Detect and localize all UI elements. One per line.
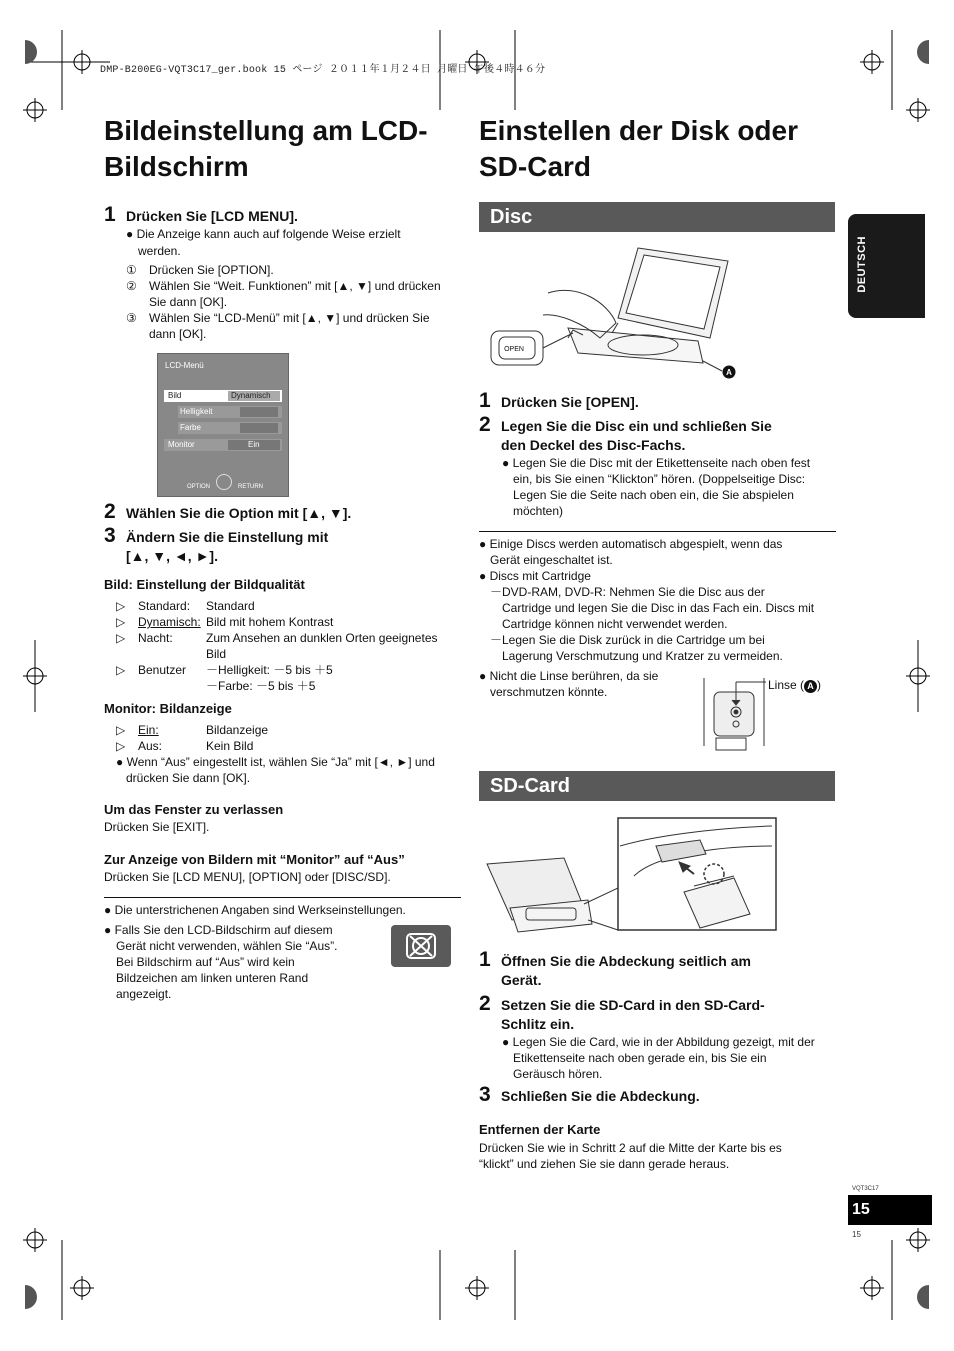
lcd-row-farbe: Farbe: [180, 423, 201, 432]
note-lcd-off-cont: Bildzeichen am linken unteren Rand: [116, 971, 309, 985]
lcd-row-bild-label: Bild: [168, 391, 182, 400]
note-line: ● Legen Sie die Disc mit der Etikettenseite nach oben fest: [502, 456, 811, 470]
option-marker: ▷: [116, 739, 126, 753]
option-key: Nacht:: [138, 631, 173, 645]
language-tab: DEUTSCH: [848, 214, 925, 318]
option-value: Bildanzeige: [206, 723, 269, 737]
remove-card-heading: Entfernen der Karte: [479, 1122, 601, 1137]
option-marker: ▷: [116, 631, 126, 645]
note-line: ● Discs mit Cartridge: [479, 569, 591, 583]
option-value: Standard: [206, 599, 255, 613]
note-lcd-off-cont: angezeigt.: [116, 987, 172, 1001]
substep-3: Wählen Sie “LCD-Menü” mit [▲, ▼] und drücken Sie: [149, 311, 430, 325]
doc-code: VQT3C17: [852, 1186, 879, 1192]
option-value: Bild: [206, 647, 227, 661]
page-number-small: 15: [852, 1230, 861, 1239]
note-line: Cartridge und legen Sie die Disc in das Fach ein. Discs mit: [502, 601, 815, 615]
page-number: 15: [848, 1195, 932, 1225]
note-line: Etikettenseite nach oben gerade ein, bis Sie ein: [513, 1051, 767, 1065]
option-key: Aus:: [138, 739, 163, 753]
sub-marker: ③: [126, 311, 137, 325]
monitor-heading: Monitor: Bildanzeige: [104, 701, 232, 716]
substep-2: Wählen Sie “Weit. Funktionen” mit [▲, ▼] und drücken: [149, 279, 441, 293]
note-lcd-off: ● Falls Sie den LCD-Bildschirm auf diesem: [104, 923, 333, 937]
sub-marker: ②: [126, 279, 137, 293]
note-line: Geräusch hören.: [513, 1067, 603, 1081]
option-marker: ▷: [116, 599, 126, 613]
option-value: Bild mit hohem Kontrast: [206, 615, 334, 629]
option-key: Dynamisch:: [138, 615, 201, 629]
bild-heading: Bild: Einstellung der Bildqualität: [104, 577, 305, 592]
note-line: －Legen Sie die Disk zurück in die Cartridge um bei: [490, 633, 765, 647]
option-key: Standard:: [138, 599, 191, 613]
lcd-row-monitor: Monitor: [168, 440, 195, 449]
note-lcd-off-cont: Bei Bildschirm auf “Aus” wird kein: [116, 955, 295, 969]
lens-note: ● Nicht die Linse berühren, da sie: [479, 669, 659, 683]
note-lcd-off-cont: Gerät nicht verwenden, wählen Sie “Aus”.: [116, 939, 338, 953]
exit-heading: Um das Fenster zu verlassen: [104, 802, 284, 817]
sd-card-illustration: [484, 816, 779, 934]
lcd-row-monitor-value: Ein: [248, 440, 260, 449]
option-marker: ▷: [116, 663, 126, 677]
marker-a: A: [726, 368, 732, 377]
option-value: Zum Ansehen an dunklen Orten geeignetes: [206, 631, 438, 645]
monitor-note-cont: drücken Sie dann [OK].: [126, 771, 251, 785]
right-divider: [479, 531, 836, 532]
substep-2-cont: Sie dann [OK].: [149, 295, 228, 309]
open-button-label: OPEN: [504, 346, 524, 353]
lens-label: Linse ( A ): [768, 678, 822, 692]
note-line: Legen Sie die Seite nach oben ein, die Sie abspielen: [513, 488, 794, 502]
disc-player-illustration: [488, 243, 748, 383]
option-value: －Farbe: －5 bis ＋5: [206, 679, 316, 693]
left-title: Bildeinstellung am LCD- Bildschirm: [104, 115, 428, 182]
substep-1: Drücken Sie [OPTION].: [149, 263, 274, 277]
disc-section-bar: Disc: [479, 202, 835, 232]
note-line: －DVD-RAM, DVD-R: Nehmen Sie die Disc aus der: [490, 585, 765, 599]
monitor-note: ● Wenn “Aus” eingestellt ist, wählen Sie “Ja” mit [◄, ►] und: [116, 755, 435, 769]
option-value: －Helligkeit: －5 bis ＋5: [206, 663, 333, 677]
remove-card-text: Drücken Sie wie in Schritt 2 auf die Mitte der Karte bis es: [479, 1141, 782, 1155]
option-value: Kein Bild: [206, 739, 254, 753]
aus-text: Drücken Sie [LCD MENU], [OPTION] oder [DISC/SD].: [104, 870, 391, 884]
option-marker: ▷: [116, 723, 126, 737]
step1-note-cont: werden.: [138, 244, 181, 258]
lcd-menu-screenshot: [157, 353, 289, 497]
sub-marker: ①: [126, 263, 137, 277]
note-line: ● Einige Discs werden automatisch abgespielt, wenn das: [479, 537, 783, 551]
note-factory-defaults: ● Die unterstrichenen Angaben sind Werkseinstellungen.: [104, 903, 406, 917]
note-line: ein, bis Sie einen “Klickton” hören. (Doppelseitige Disc:: [513, 472, 806, 486]
lcd-footer-return: RETURN: [238, 484, 263, 490]
note-line: Lagerung Verschmutzung und Kratzer zu vermeiden.: [502, 649, 783, 663]
lcd-menu-title: LCD-Menü: [165, 361, 204, 370]
note-line: möchten): [513, 504, 564, 518]
exit-text: Drücken Sie [EXIT].: [104, 820, 210, 834]
note-line: ● Legen Sie die Card, wie in der Abbildung gezeigt, mit der: [502, 1035, 815, 1049]
lcd-row-bild-value: Dynamisch: [231, 391, 271, 400]
option-key: Benutzer: [138, 663, 187, 677]
lcd-footer-option: OPTION: [187, 484, 211, 490]
remove-card-text-cont: “klickt” und ziehen Sie sie dann gerade heraus.: [479, 1157, 730, 1171]
sd-section-bar: SD-Card: [479, 771, 835, 801]
substep-3-cont: dann [OK].: [149, 327, 207, 341]
step1-note: ● Die Anzeige kann auch auf folgende Weise erzielt: [126, 227, 401, 241]
right-title: Einstellen der Disk oder SD-Card: [479, 115, 798, 182]
left-divider: [104, 897, 461, 898]
print-header: DMP-B200EG-VQT3C17_ger.book 15 ページ ２０１１年１月２４日 月曜日 午後４時４６分: [100, 65, 546, 76]
lens-illustration: [700, 676, 768, 752]
lens-note-cont: verschmutzen könnte.: [490, 685, 608, 699]
aus-heading: Zur Anzeige von Bildern mit “Monitor” auf “Aus”: [104, 852, 405, 867]
option-marker: ▷: [116, 615, 126, 629]
note-line: Cartridge können nicht verwendet werden.: [502, 617, 728, 631]
note-line: Gerät eingeschaltet ist.: [490, 553, 613, 567]
lcd-off-icon: [391, 925, 451, 967]
marker-a: A: [804, 680, 817, 693]
option-key: Ein:: [138, 723, 159, 737]
lcd-row-helligkeit: Helligkeit: [180, 407, 213, 416]
